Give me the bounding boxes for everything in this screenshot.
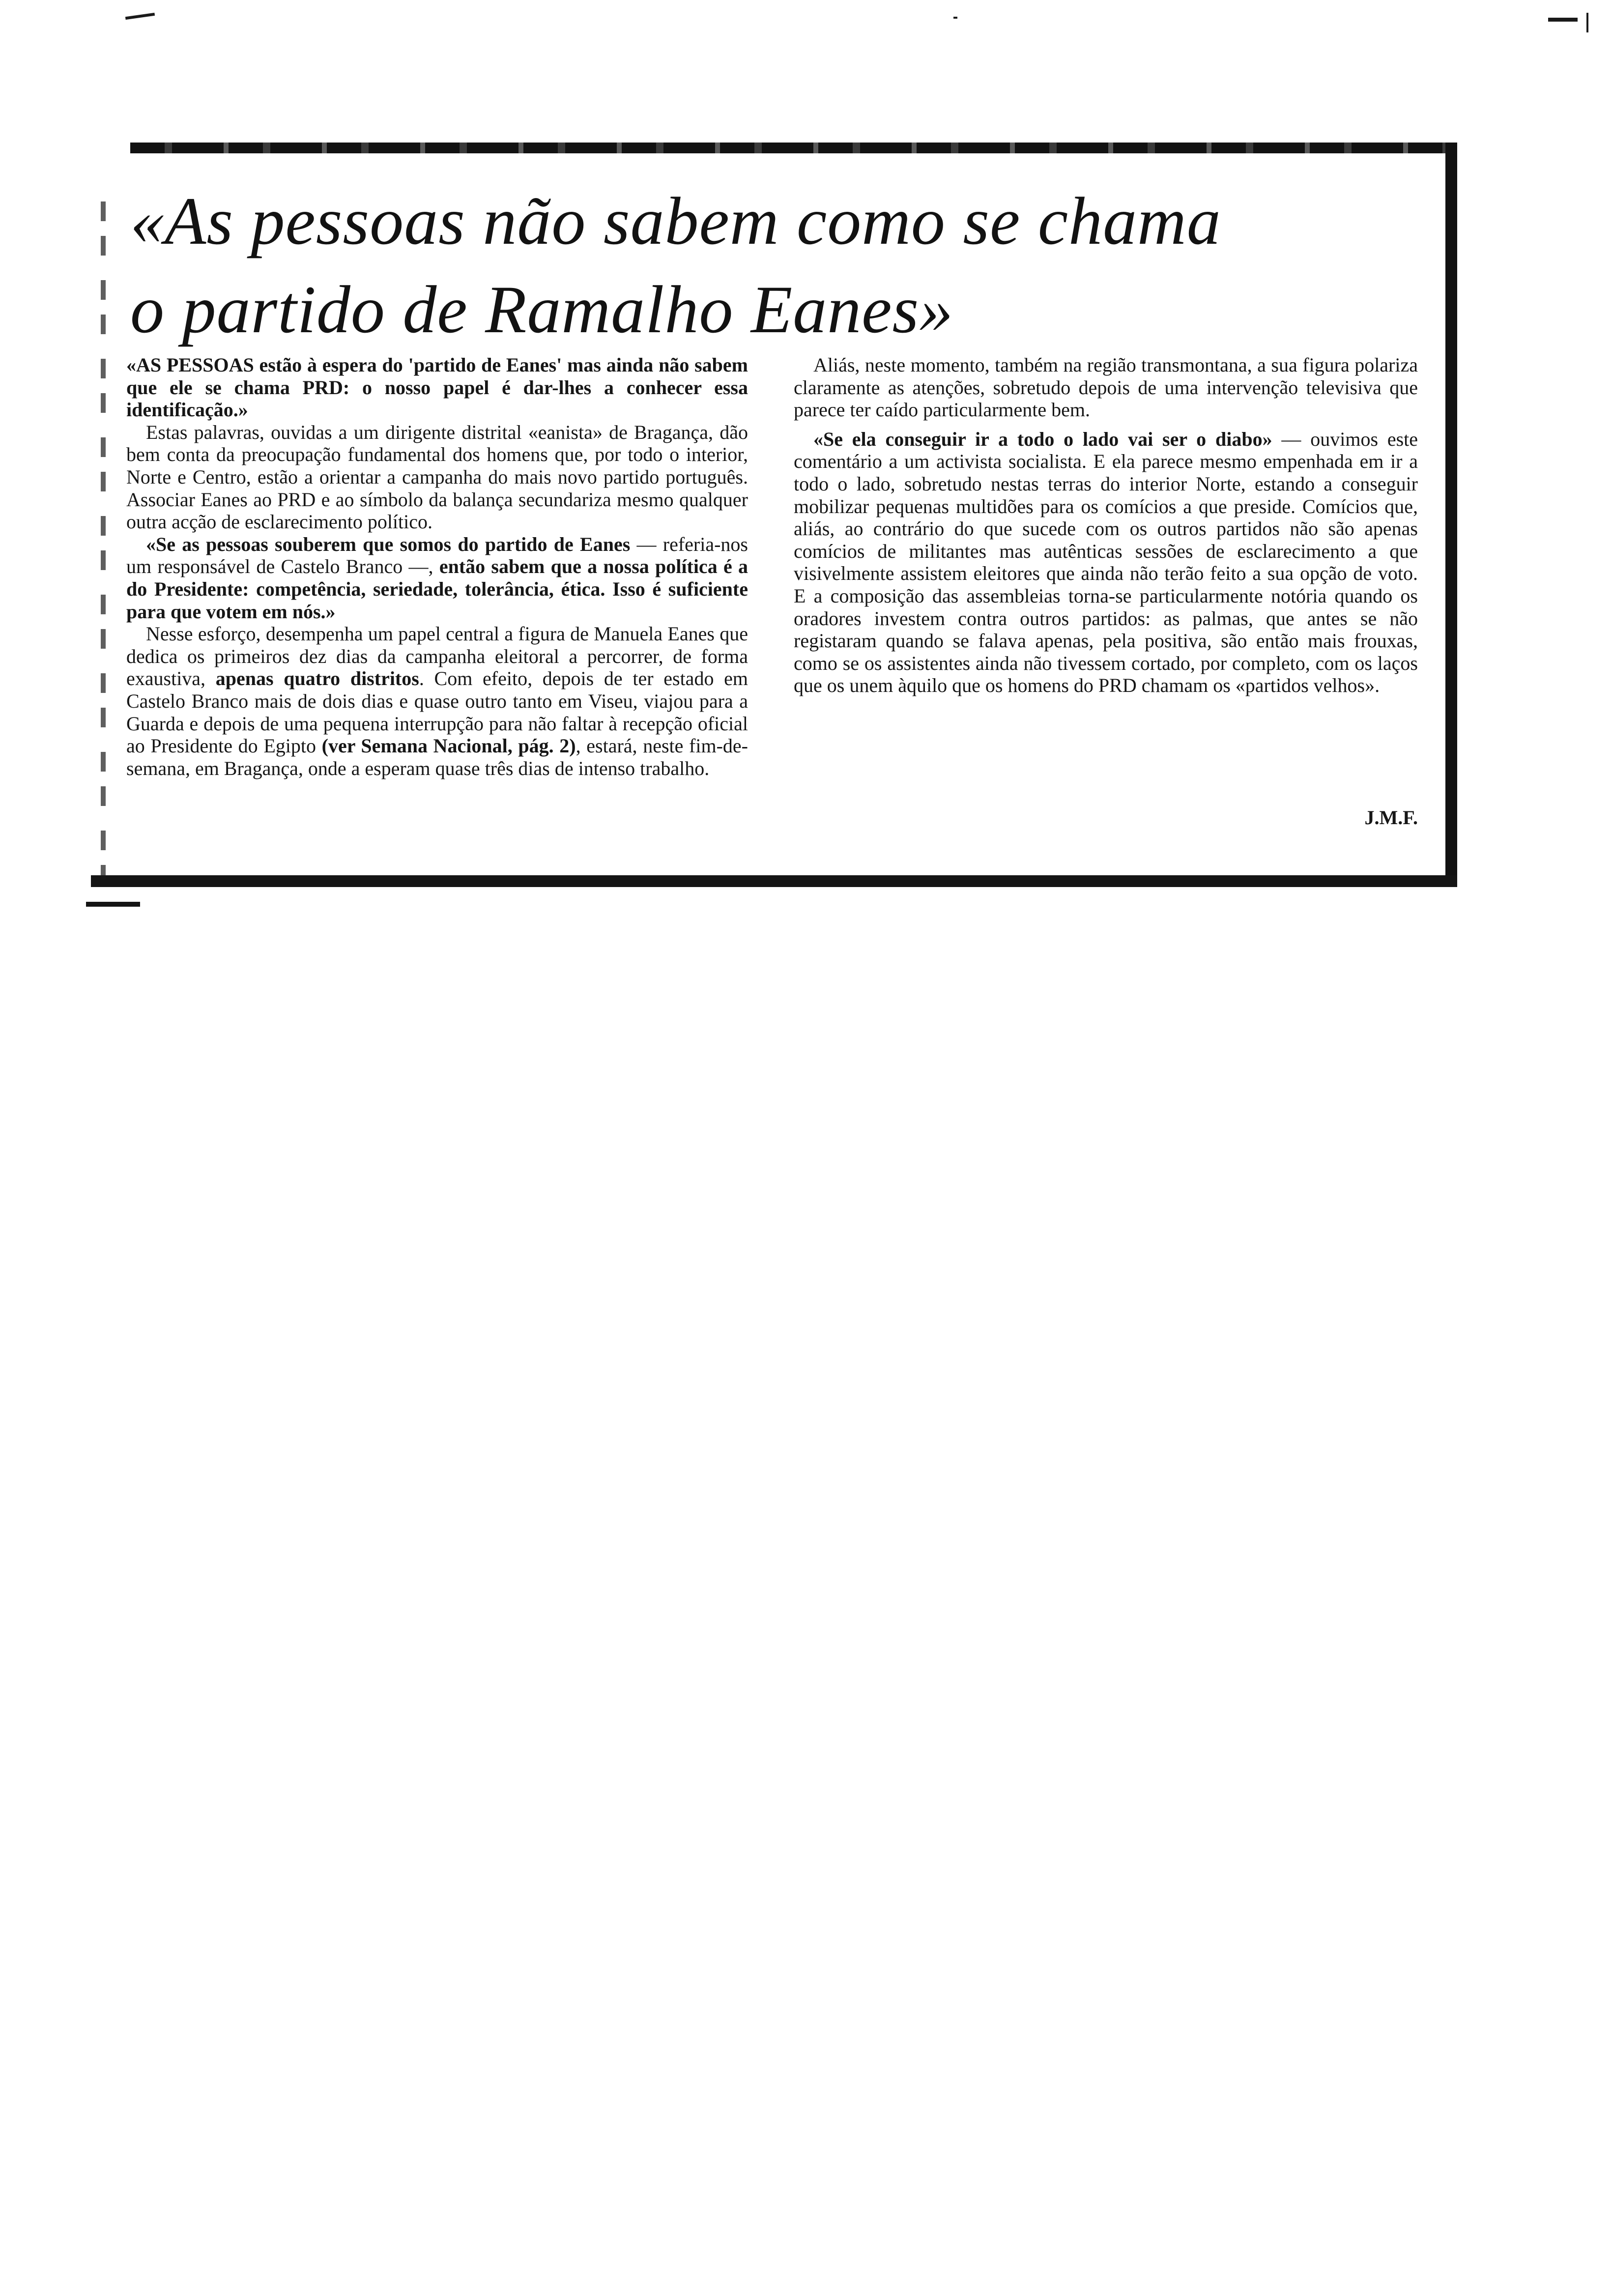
article-headline [130,177,1359,354]
article-column-right [794,354,1418,697]
paragraph-text: . Com efeito, depois de ter estado em Castelo Branco mais de dois dias e quase outro tanto em Viseu, viajou para a Guarda e depois de uma pequena interrupção para não faltar à recepção oficial ao Presidente do Egipto [126,667,748,757]
scan-mark [953,17,957,19]
headline-line-2: o partido de Ramalho Eanes» [130,272,954,347]
scan-mark [1586,13,1588,32]
scan-mark [125,13,155,20]
paragraph-text: — ouvimos este comentário a um activista socialista. E ela parece mesmo empenhada em ir a todo o lado, sobretudo nestas terras do interior Norte, estando a conseguir mobilizar pequenas multidões para os comícios a que preside. Comícios que, aliás, ao contrário do que sucede com os outros partidos não são apenas comícios de militantes mas autênticas sessões de esclarecimento a que visivelmente assistem eleitores que ainda não terão feito a sua opção de voto. E a composição das assembleias torna-se particularmente notória quando os oradores investem contra outros partidos: as palmas, que antes se não registaram quando se falava apenas, pela positiva, são então mais frouxas, como se os assistentes ainda não tivessem cortado, por completo, com os laços que os unem àquilo que os homens do PRD chamam os «partidos velhos». [794,428,1418,697]
paragraph: Aliás, neste momento, também na região transmontana, a sua figura polariza claramente as atenções, sobretudo depois de uma intervenção televisiva que parece ter caído particularmente bem. [794,354,1418,421]
clipping-border-top [130,143,1457,153]
clipping-border-bottom [91,875,1457,887]
article-column-left [126,354,748,779]
headline-line-1: «As pessoas não sabem como se chama [130,183,1221,258]
cross-reference: (ver Semana Nacional, pág. 2) [321,735,576,757]
paragraph: Estas palavras, ouvidas a um dirigente distrital «eanista» de Bragança, dão bem conta da preocupação fundamental dos homens que, por todo o interior, Norte e Centro, estão a orientar a campanha do mais novo partido português. Associar Eanes ao PRD e ao símbolo da balança secundariza mesmo qualquer outra acção de esclarecimento político. [126,421,748,533]
quote-bold: então sabem que a nossa política é a do Presidente: competência, seriedade, tolerância, ética. Isso é suficiente para que votem em nós.» [126,555,748,623]
quote-bold: «Se ela conseguir ir a todo o lado vai ser o diabo» [813,428,1272,450]
newspaper-clipping [111,143,1457,887]
lead-paragraph: «AS PESSOAS estão à espera do 'partido de Eanes' mas ainda não sabem que ele se chama PRD: o nosso papel é dar-lhes a conhecer essa identificação.» [126,354,748,421]
paragraph-text: — referia-nos um responsável de Castelo Branco —, [126,533,748,578]
clipping-underline [86,902,140,907]
paragraph [126,533,748,623]
clipping-border-right [1445,143,1457,887]
quote-bold: «Se as pessoas souberem que somos do partido de Eanes [146,533,631,555]
clipping-border-left [101,201,106,880]
scan-mark [1548,18,1578,22]
emphasis-bold: apenas quatro distritos [215,667,419,690]
author-signature: J.M.F. [1364,806,1418,829]
paragraph [126,623,748,779]
paragraph [794,428,1418,697]
paragraph-text: Nesse esforço, desempenha um papel central a figura de Manuela Eanes que dedica os primeiros dez dias da campanha eleitoral a percorrer, de forma exaustiva, [126,623,748,690]
paragraph-text: , estará, neste fim-de-semana, em Bragança, onde a esperam quase três dias de intenso trabalho. [126,735,748,779]
